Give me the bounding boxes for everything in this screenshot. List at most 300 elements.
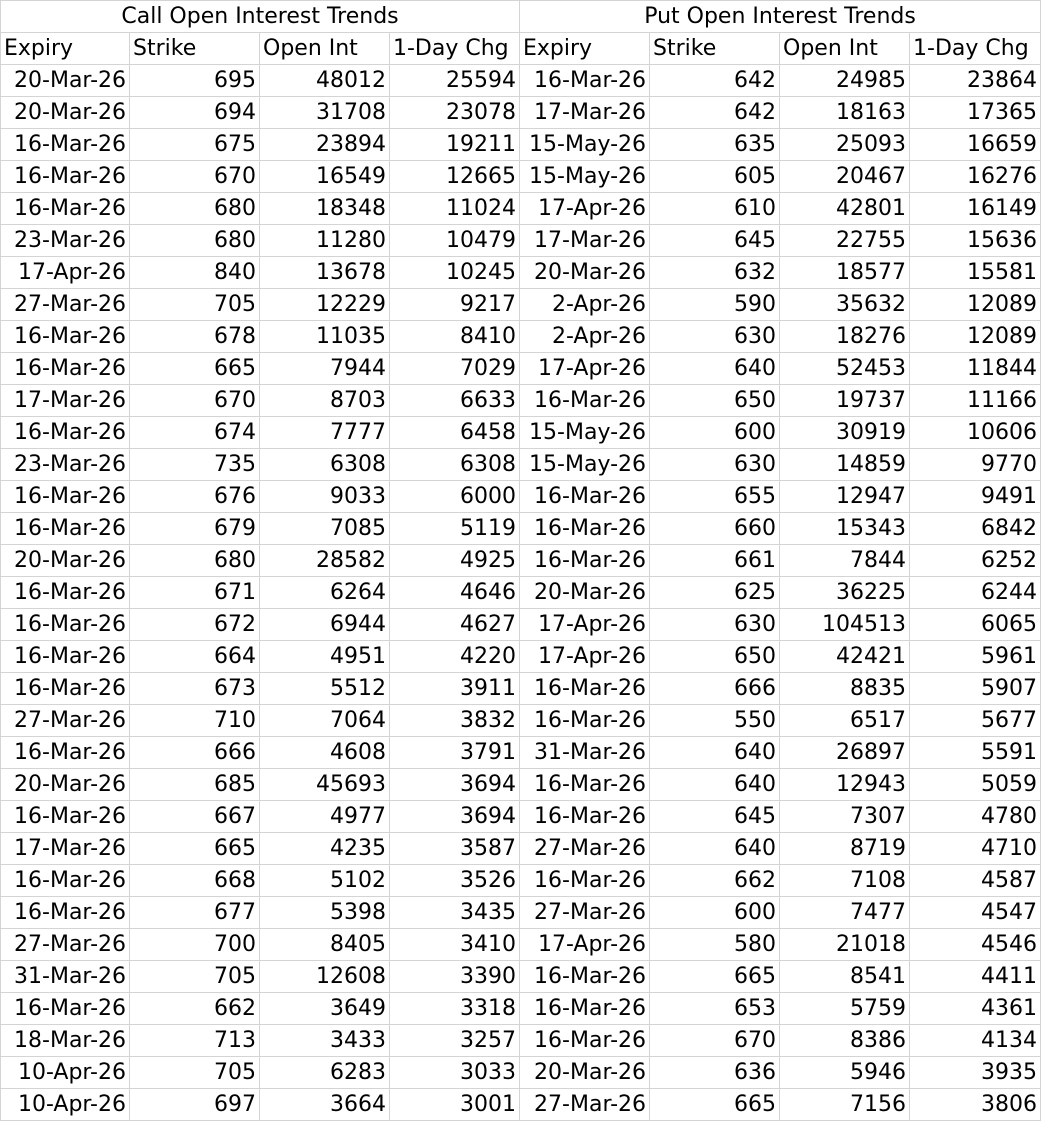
- put-strike-cell[interactable]: 650: [650, 385, 780, 417]
- put-expiry-cell[interactable]: 31-Mar-26: [520, 737, 650, 769]
- put-day-chg-cell[interactable]: 4710: [910, 833, 1041, 865]
- put-open-int-cell[interactable]: 8719: [780, 833, 910, 865]
- put-day-chg-cell[interactable]: 16276: [910, 161, 1041, 193]
- call-day-chg-cell[interactable]: 3318: [390, 993, 520, 1025]
- call-strike-cell[interactable]: 697: [130, 1089, 260, 1121]
- call-strike-cell[interactable]: 675: [130, 129, 260, 161]
- put-day-chg-cell[interactable]: 6252: [910, 545, 1041, 577]
- put-day-chg-cell[interactable]: 9770: [910, 449, 1041, 481]
- put-open-int-cell[interactable]: 18577: [780, 257, 910, 289]
- put-day-chg-cell[interactable]: 4411: [910, 961, 1041, 993]
- call-expiry-cell[interactable]: 17-Mar-26: [1, 385, 130, 417]
- call-open-int-cell[interactable]: 12229: [260, 289, 390, 321]
- put-expiry-cell[interactable]: 16-Mar-26: [520, 769, 650, 801]
- call-expiry-cell[interactable]: 16-Mar-26: [1, 321, 130, 353]
- call-expiry-cell[interactable]: 27-Mar-26: [1, 289, 130, 321]
- table-row: [1, 993, 1041, 1025]
- put-day-chg-cell[interactable]: 12089: [910, 289, 1041, 321]
- call-day-chg-cell[interactable]: 25594: [390, 65, 520, 97]
- call-day-chg-cell[interactable]: 4627: [390, 609, 520, 641]
- call-open-int-cell[interactable]: 18348: [260, 193, 390, 225]
- call-expiry-cell[interactable]: 16-Mar-26: [1, 641, 130, 673]
- put-strike-cell[interactable]: 642: [650, 97, 780, 129]
- put-strike-cell[interactable]: 666: [650, 673, 780, 705]
- call-open-int-cell[interactable]: 11280: [260, 225, 390, 257]
- call-strike-cell[interactable]: 679: [130, 513, 260, 545]
- table-row: [1, 545, 1041, 577]
- call-strike-cell[interactable]: 694: [130, 97, 260, 129]
- call-strike-cell[interactable]: 680: [130, 545, 260, 577]
- put-day-chg-cell[interactable]: 4587: [910, 865, 1041, 897]
- put-open-int-cell[interactable]: 6517: [780, 705, 910, 737]
- group-header-row: [1, 1, 1041, 33]
- put-strike-cell[interactable]: 632: [650, 257, 780, 289]
- table-row: [1, 129, 1041, 161]
- call-strike-cell[interactable]: 735: [130, 449, 260, 481]
- table-row: [1, 929, 1041, 961]
- put-oi-title[interactable]: Put Open Interest Trends: [520, 1, 1041, 33]
- call-day-chg-cell[interactable]: 3435: [390, 897, 520, 929]
- put-strike-cell[interactable]: 660: [650, 513, 780, 545]
- call-expiry-cell[interactable]: 10-Apr-26: [1, 1089, 130, 1121]
- call-expiry-cell[interactable]: 20-Mar-26: [1, 769, 130, 801]
- put-open-int-cell[interactable]: 21018: [780, 929, 910, 961]
- put-open-int-cell[interactable]: 36225: [780, 577, 910, 609]
- call-day-chg-cell[interactable]: 3526: [390, 865, 520, 897]
- call-open-int-cell[interactable]: 8703: [260, 385, 390, 417]
- put-expiry-cell[interactable]: 20-Mar-26: [520, 1057, 650, 1089]
- call-strike-cell[interactable]: 713: [130, 1025, 260, 1057]
- call-strike-cell[interactable]: 705: [130, 289, 260, 321]
- put-day-chg-cell[interactable]: 3935: [910, 1057, 1041, 1089]
- call-open-int-cell[interactable]: 3649: [260, 993, 390, 1025]
- call-open-int-cell[interactable]: 4235: [260, 833, 390, 865]
- put-open-int-header[interactable]: Open Int: [780, 33, 910, 65]
- put-strike-cell[interactable]: 600: [650, 417, 780, 449]
- put-strike-cell[interactable]: 630: [650, 449, 780, 481]
- call-open-int-cell[interactable]: 8405: [260, 929, 390, 961]
- put-expiry-cell[interactable]: 27-Mar-26: [520, 897, 650, 929]
- put-open-int-cell[interactable]: 8541: [780, 961, 910, 993]
- call-expiry-cell[interactable]: 16-Mar-26: [1, 481, 130, 513]
- put-expiry-cell[interactable]: 16-Mar-26: [520, 513, 650, 545]
- put-day-chg-cell[interactable]: 12089: [910, 321, 1041, 353]
- put-expiry-cell[interactable]: 27-Mar-26: [520, 1089, 650, 1121]
- put-open-int-cell[interactable]: 35632: [780, 289, 910, 321]
- call-expiry-cell[interactable]: 16-Mar-26: [1, 353, 130, 385]
- put-open-int-cell[interactable]: 8835: [780, 673, 910, 705]
- call-day-chg-cell[interactable]: 11024: [390, 193, 520, 225]
- put-day-chg-cell[interactable]: 23864: [910, 65, 1041, 97]
- put-expiry-cell[interactable]: 16-Mar-26: [520, 545, 650, 577]
- put-expiry-cell[interactable]: 17-Mar-26: [520, 225, 650, 257]
- put-expiry-cell[interactable]: 16-Mar-26: [520, 65, 650, 97]
- call-day-chg-header[interactable]: 1-Day Chg: [390, 33, 520, 65]
- put-open-int-cell[interactable]: 7844: [780, 545, 910, 577]
- table-row: [1, 193, 1041, 225]
- call-day-chg-cell[interactable]: 6458: [390, 417, 520, 449]
- call-strike-cell[interactable]: 667: [130, 801, 260, 833]
- put-expiry-cell[interactable]: 15-May-26: [520, 449, 650, 481]
- put-expiry-cell[interactable]: 17-Apr-26: [520, 353, 650, 385]
- call-expiry-cell[interactable]: 10-Apr-26: [1, 1057, 130, 1089]
- put-expiry-cell[interactable]: 15-May-26: [520, 129, 650, 161]
- call-day-chg-cell[interactable]: 3832: [390, 705, 520, 737]
- call-open-int-cell[interactable]: 5512: [260, 673, 390, 705]
- put-day-chg-cell[interactable]: 9491: [910, 481, 1041, 513]
- put-day-chg-cell[interactable]: 4546: [910, 929, 1041, 961]
- call-strike-cell[interactable]: 678: [130, 321, 260, 353]
- call-open-int-cell[interactable]: 45693: [260, 769, 390, 801]
- put-strike-cell[interactable]: 590: [650, 289, 780, 321]
- put-strike-cell[interactable]: 640: [650, 737, 780, 769]
- call-strike-cell[interactable]: 700: [130, 929, 260, 961]
- put-expiry-cell[interactable]: 2-Apr-26: [520, 321, 650, 353]
- call-day-chg-cell[interactable]: 3587: [390, 833, 520, 865]
- put-strike-cell[interactable]: 550: [650, 705, 780, 737]
- call-expiry-cell[interactable]: 20-Mar-26: [1, 65, 130, 97]
- table-row: [1, 257, 1041, 289]
- call-expiry-cell[interactable]: 27-Mar-26: [1, 929, 130, 961]
- put-day-chg-cell[interactable]: 4547: [910, 897, 1041, 929]
- call-open-int-cell[interactable]: 9033: [260, 481, 390, 513]
- call-open-int-cell[interactable]: 31708: [260, 97, 390, 129]
- call-open-int-cell[interactable]: 4608: [260, 737, 390, 769]
- call-expiry-cell[interactable]: 16-Mar-26: [1, 801, 130, 833]
- put-expiry-cell[interactable]: 16-Mar-26: [520, 705, 650, 737]
- call-open-int-cell[interactable]: 6308: [260, 449, 390, 481]
- put-strike-cell[interactable]: 640: [650, 833, 780, 865]
- call-expiry-cell[interactable]: 16-Mar-26: [1, 577, 130, 609]
- call-day-chg-cell[interactable]: 3791: [390, 737, 520, 769]
- call-open-int-cell[interactable]: 7064: [260, 705, 390, 737]
- call-open-int-cell[interactable]: 7944: [260, 353, 390, 385]
- call-open-int-header[interactable]: Open Int: [260, 33, 390, 65]
- call-expiry-cell[interactable]: 16-Mar-26: [1, 737, 130, 769]
- call-expiry-cell[interactable]: 16-Mar-26: [1, 609, 130, 641]
- call-day-chg-cell[interactable]: 4925: [390, 545, 520, 577]
- call-open-int-cell[interactable]: 5398: [260, 897, 390, 929]
- call-expiry-cell[interactable]: 18-Mar-26: [1, 1025, 130, 1057]
- put-day-chg-header[interactable]: 1-Day Chg: [910, 33, 1041, 65]
- call-strike-cell[interactable]: 705: [130, 1057, 260, 1089]
- put-open-int-cell[interactable]: 14859: [780, 449, 910, 481]
- call-day-chg-cell[interactable]: 12665: [390, 161, 520, 193]
- call-open-int-cell[interactable]: 6944: [260, 609, 390, 641]
- put-strike-cell[interactable]: 630: [650, 609, 780, 641]
- call-strike-cell[interactable]: 672: [130, 609, 260, 641]
- call-expiry-cell[interactable]: 16-Mar-26: [1, 513, 130, 545]
- put-expiry-cell[interactable]: 15-May-26: [520, 161, 650, 193]
- put-day-chg-cell[interactable]: 5591: [910, 737, 1041, 769]
- call-day-chg-cell[interactable]: 6308: [390, 449, 520, 481]
- call-strike-cell[interactable]: 676: [130, 481, 260, 513]
- call-strike-cell[interactable]: 840: [130, 257, 260, 289]
- put-strike-cell[interactable]: 610: [650, 193, 780, 225]
- put-strike-cell[interactable]: 625: [650, 577, 780, 609]
- put-strike-cell[interactable]: 662: [650, 865, 780, 897]
- put-strike-cell[interactable]: 636: [650, 1057, 780, 1089]
- put-strike-cell[interactable]: 640: [650, 769, 780, 801]
- call-strike-cell[interactable]: 685: [130, 769, 260, 801]
- call-open-int-cell[interactable]: 3664: [260, 1089, 390, 1121]
- put-open-int-cell[interactable]: 25093: [780, 129, 910, 161]
- put-expiry-cell[interactable]: 16-Mar-26: [520, 481, 650, 513]
- put-open-int-cell[interactable]: 7108: [780, 865, 910, 897]
- call-open-int-cell[interactable]: 16549: [260, 161, 390, 193]
- call-strike-cell[interactable]: 670: [130, 161, 260, 193]
- table-row: [1, 65, 1041, 97]
- call-day-chg-cell[interactable]: 4646: [390, 577, 520, 609]
- put-strike-cell[interactable]: 645: [650, 801, 780, 833]
- call-day-chg-cell[interactable]: 5119: [390, 513, 520, 545]
- put-day-chg-cell[interactable]: 15636: [910, 225, 1041, 257]
- put-expiry-cell[interactable]: 17-Mar-26: [520, 97, 650, 129]
- put-strike-cell[interactable]: 655: [650, 481, 780, 513]
- table-row: [1, 1089, 1041, 1121]
- call-expiry-cell[interactable]: 16-Mar-26: [1, 865, 130, 897]
- call-expiry-cell[interactable]: 27-Mar-26: [1, 705, 130, 737]
- call-day-chg-cell[interactable]: 23078: [390, 97, 520, 129]
- put-expiry-cell[interactable]: 16-Mar-26: [520, 1025, 650, 1057]
- call-day-chg-cell[interactable]: 3001: [390, 1089, 520, 1121]
- put-expiry-cell[interactable]: 16-Mar-26: [520, 865, 650, 897]
- put-strike-cell[interactable]: 665: [650, 1089, 780, 1121]
- put-open-int-cell[interactable]: 7156: [780, 1089, 910, 1121]
- call-strike-cell[interactable]: 665: [130, 833, 260, 865]
- put-expiry-cell[interactable]: 20-Mar-26: [520, 257, 650, 289]
- put-day-chg-cell[interactable]: 6065: [910, 609, 1041, 641]
- put-open-int-cell[interactable]: 104513: [780, 609, 910, 641]
- call-day-chg-cell[interactable]: 6000: [390, 481, 520, 513]
- call-open-int-cell[interactable]: 48012: [260, 65, 390, 97]
- put-expiry-cell[interactable]: 16-Mar-26: [520, 801, 650, 833]
- call-strike-cell[interactable]: 695: [130, 65, 260, 97]
- table-body: [1, 65, 1041, 1121]
- table-row: [1, 609, 1041, 641]
- call-expiry-cell[interactable]: 23-Mar-26: [1, 225, 130, 257]
- call-expiry-header[interactable]: Expiry: [1, 33, 130, 65]
- put-day-chg-cell[interactable]: 10606: [910, 417, 1041, 449]
- call-open-int-cell[interactable]: 11035: [260, 321, 390, 353]
- put-strike-cell[interactable]: 630: [650, 321, 780, 353]
- table-row: [1, 897, 1041, 929]
- call-day-chg-cell[interactable]: 3257: [390, 1025, 520, 1057]
- put-strike-cell[interactable]: 645: [650, 225, 780, 257]
- call-strike-cell[interactable]: 680: [130, 193, 260, 225]
- put-open-int-cell[interactable]: 26897: [780, 737, 910, 769]
- table-row: [1, 449, 1041, 481]
- put-open-int-cell[interactable]: 12943: [780, 769, 910, 801]
- put-open-int-cell[interactable]: 18163: [780, 97, 910, 129]
- call-expiry-cell[interactable]: 16-Mar-26: [1, 161, 130, 193]
- put-open-int-cell[interactable]: 19737: [780, 385, 910, 417]
- table-row: [1, 769, 1041, 801]
- put-expiry-cell[interactable]: 17-Apr-26: [520, 641, 650, 673]
- call-day-chg-cell[interactable]: 3410: [390, 929, 520, 961]
- put-day-chg-cell[interactable]: 16659: [910, 129, 1041, 161]
- call-day-chg-cell[interactable]: 9217: [390, 289, 520, 321]
- put-expiry-cell[interactable]: 27-Mar-26: [520, 833, 650, 865]
- put-expiry-cell[interactable]: 16-Mar-26: [520, 385, 650, 417]
- put-strike-cell[interactable]: 653: [650, 993, 780, 1025]
- call-open-int-cell[interactable]: 28582: [260, 545, 390, 577]
- table-row: [1, 577, 1041, 609]
- put-day-chg-cell[interactable]: 11844: [910, 353, 1041, 385]
- table-row: [1, 289, 1041, 321]
- call-strike-cell[interactable]: 705: [130, 961, 260, 993]
- put-open-int-cell[interactable]: 8386: [780, 1025, 910, 1057]
- put-open-int-cell[interactable]: 15343: [780, 513, 910, 545]
- put-open-int-cell[interactable]: 20467: [780, 161, 910, 193]
- put-day-chg-cell[interactable]: 5677: [910, 705, 1041, 737]
- call-open-int-cell[interactable]: 6264: [260, 577, 390, 609]
- put-strike-cell[interactable]: 600: [650, 897, 780, 929]
- call-expiry-cell[interactable]: 16-Mar-26: [1, 993, 130, 1025]
- call-strike-cell[interactable]: 680: [130, 225, 260, 257]
- put-day-chg-cell[interactable]: 17365: [910, 97, 1041, 129]
- call-strike-cell[interactable]: 670: [130, 385, 260, 417]
- call-strike-cell[interactable]: 674: [130, 417, 260, 449]
- call-day-chg-cell[interactable]: 3033: [390, 1057, 520, 1089]
- call-day-chg-cell[interactable]: 3694: [390, 801, 520, 833]
- call-expiry-cell[interactable]: 16-Mar-26: [1, 417, 130, 449]
- put-strike-cell[interactable]: 670: [650, 1025, 780, 1057]
- put-open-int-cell[interactable]: 5946: [780, 1057, 910, 1089]
- call-strike-cell[interactable]: 673: [130, 673, 260, 705]
- put-open-int-cell[interactable]: 42801: [780, 193, 910, 225]
- put-open-int-cell[interactable]: 52453: [780, 353, 910, 385]
- call-strike-header[interactable]: Strike: [130, 33, 260, 65]
- call-day-chg-cell[interactable]: 3911: [390, 673, 520, 705]
- call-day-chg-cell[interactable]: 4220: [390, 641, 520, 673]
- put-expiry-cell[interactable]: 16-Mar-26: [520, 993, 650, 1025]
- column-header-row: [1, 33, 1041, 65]
- put-day-chg-cell[interactable]: 5961: [910, 641, 1041, 673]
- put-expiry-cell[interactable]: 17-Apr-26: [520, 609, 650, 641]
- put-strike-cell[interactable]: 661: [650, 545, 780, 577]
- put-strike-cell[interactable]: 642: [650, 65, 780, 97]
- call-day-chg-cell[interactable]: 10479: [390, 225, 520, 257]
- table-row: [1, 417, 1041, 449]
- put-expiry-cell[interactable]: 17-Apr-26: [520, 193, 650, 225]
- table-row: [1, 737, 1041, 769]
- put-day-chg-cell[interactable]: 4361: [910, 993, 1041, 1025]
- put-day-chg-cell[interactable]: 6244: [910, 577, 1041, 609]
- call-day-chg-cell[interactable]: 10245: [390, 257, 520, 289]
- table-row: [1, 705, 1041, 737]
- table-row: [1, 1057, 1041, 1089]
- call-strike-cell[interactable]: 665: [130, 353, 260, 385]
- call-expiry-cell[interactable]: 31-Mar-26: [1, 961, 130, 993]
- call-day-chg-cell[interactable]: 3694: [390, 769, 520, 801]
- put-strike-cell[interactable]: 605: [650, 161, 780, 193]
- call-strike-cell[interactable]: 668: [130, 865, 260, 897]
- call-expiry-cell[interactable]: 17-Apr-26: [1, 257, 130, 289]
- put-strike-cell[interactable]: 665: [650, 961, 780, 993]
- put-day-chg-cell[interactable]: 4780: [910, 801, 1041, 833]
- put-expiry-cell[interactable]: 16-Mar-26: [520, 961, 650, 993]
- call-open-int-cell[interactable]: 3433: [260, 1025, 390, 1057]
- put-open-int-cell[interactable]: 30919: [780, 417, 910, 449]
- call-open-int-cell[interactable]: 7777: [260, 417, 390, 449]
- call-open-int-cell[interactable]: 4977: [260, 801, 390, 833]
- call-expiry-cell[interactable]: 16-Mar-26: [1, 129, 130, 161]
- put-strike-cell[interactable]: 650: [650, 641, 780, 673]
- call-expiry-cell[interactable]: 20-Mar-26: [1, 97, 130, 129]
- put-day-chg-cell[interactable]: 15581: [910, 257, 1041, 289]
- put-day-chg-cell[interactable]: 4134: [910, 1025, 1041, 1057]
- call-strike-cell[interactable]: 710: [130, 705, 260, 737]
- call-day-chg-cell[interactable]: 8410: [390, 321, 520, 353]
- put-day-chg-cell[interactable]: 11166: [910, 385, 1041, 417]
- put-open-int-cell[interactable]: 7477: [780, 897, 910, 929]
- call-strike-cell[interactable]: 664: [130, 641, 260, 673]
- put-open-int-cell[interactable]: 18276: [780, 321, 910, 353]
- call-expiry-cell[interactable]: 23-Mar-26: [1, 449, 130, 481]
- put-strike-header[interactable]: Strike: [650, 33, 780, 65]
- put-open-int-cell[interactable]: 7307: [780, 801, 910, 833]
- put-expiry-cell[interactable]: 17-Apr-26: [520, 929, 650, 961]
- call-day-chg-cell[interactable]: 3390: [390, 961, 520, 993]
- call-open-int-cell[interactable]: 23894: [260, 129, 390, 161]
- put-expiry-header[interactable]: Expiry: [520, 33, 650, 65]
- call-strike-cell[interactable]: 662: [130, 993, 260, 1025]
- put-expiry-cell[interactable]: 2-Apr-26: [520, 289, 650, 321]
- call-strike-cell[interactable]: 666: [130, 737, 260, 769]
- table-row: [1, 961, 1041, 993]
- table-row: [1, 353, 1041, 385]
- put-strike-cell[interactable]: 640: [650, 353, 780, 385]
- put-expiry-cell[interactable]: 15-May-26: [520, 417, 650, 449]
- call-day-chg-cell[interactable]: 6633: [390, 385, 520, 417]
- put-open-int-cell[interactable]: 22755: [780, 225, 910, 257]
- put-open-int-cell[interactable]: 42421: [780, 641, 910, 673]
- call-open-int-cell[interactable]: 5102: [260, 865, 390, 897]
- table-row: [1, 801, 1041, 833]
- table-row: [1, 865, 1041, 897]
- put-strike-cell[interactable]: 580: [650, 929, 780, 961]
- call-day-chg-cell[interactable]: 19211: [390, 129, 520, 161]
- put-open-int-cell[interactable]: 5759: [780, 993, 910, 1025]
- call-expiry-cell[interactable]: 16-Mar-26: [1, 897, 130, 929]
- table-row: [1, 833, 1041, 865]
- put-day-chg-cell[interactable]: 5907: [910, 673, 1041, 705]
- call-expiry-cell[interactable]: 20-Mar-26: [1, 545, 130, 577]
- call-strike-cell[interactable]: 671: [130, 577, 260, 609]
- call-expiry-cell[interactable]: 16-Mar-26: [1, 193, 130, 225]
- call-open-int-cell[interactable]: 6283: [260, 1057, 390, 1089]
- call-open-int-cell[interactable]: 7085: [260, 513, 390, 545]
- put-open-int-cell[interactable]: 24985: [780, 65, 910, 97]
- call-open-int-cell[interactable]: 4951: [260, 641, 390, 673]
- put-day-chg-cell[interactable]: 16149: [910, 193, 1041, 225]
- call-expiry-cell[interactable]: 17-Mar-26: [1, 833, 130, 865]
- call-strike-cell[interactable]: 677: [130, 897, 260, 929]
- call-open-int-cell[interactable]: 13678: [260, 257, 390, 289]
- put-day-chg-cell[interactable]: 3806: [910, 1089, 1041, 1121]
- call-expiry-cell[interactable]: 16-Mar-26: [1, 673, 130, 705]
- put-expiry-cell[interactable]: 20-Mar-26: [520, 577, 650, 609]
- call-open-int-cell[interactable]: 12608: [260, 961, 390, 993]
- put-strike-cell[interactable]: 635: [650, 129, 780, 161]
- call-day-chg-cell[interactable]: 7029: [390, 353, 520, 385]
- put-open-int-cell[interactable]: 12947: [780, 481, 910, 513]
- put-expiry-cell[interactable]: 16-Mar-26: [520, 673, 650, 705]
- call-oi-title[interactable]: Call Open Interest Trends: [1, 1, 520, 33]
- put-day-chg-cell[interactable]: 5059: [910, 769, 1041, 801]
- put-day-chg-cell[interactable]: 6842: [910, 513, 1041, 545]
